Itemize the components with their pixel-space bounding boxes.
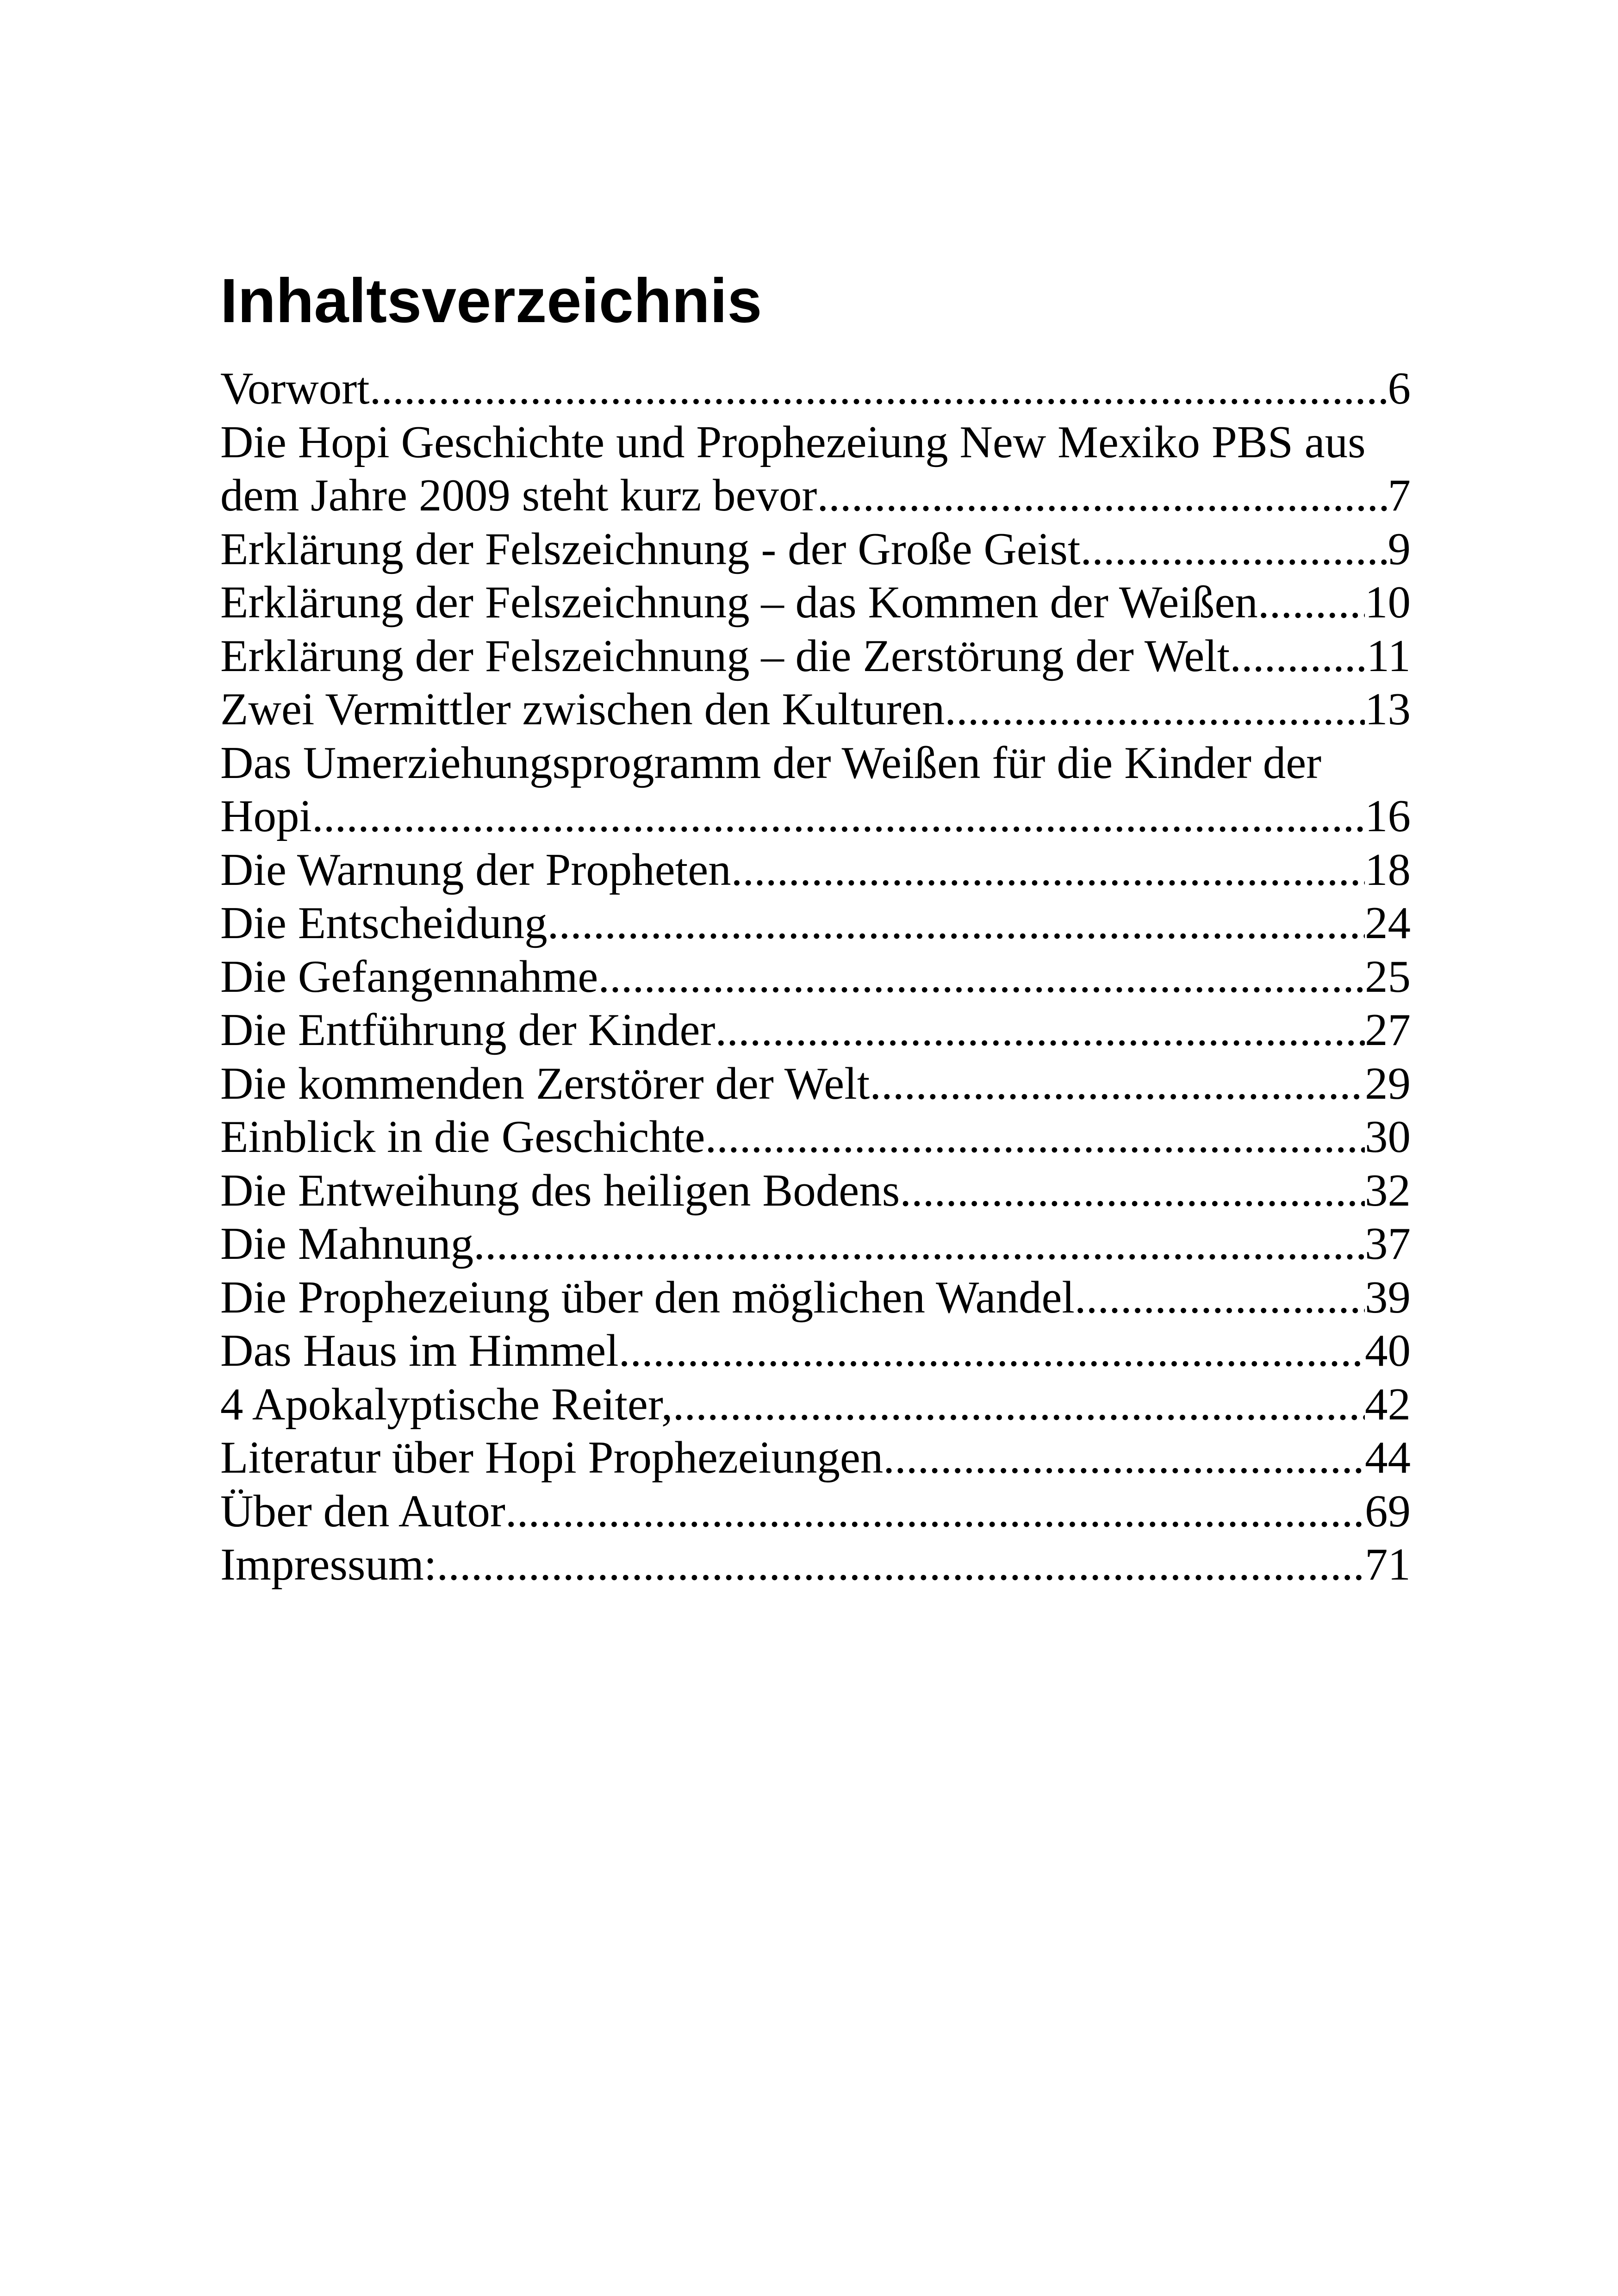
toc-page-number: 30 [1365, 1112, 1411, 1162]
toc-entry-title: Die Entscheidung [220, 898, 548, 948]
toc-page-number: 71 [1365, 1539, 1411, 1590]
toc-page-number: 24 [1365, 898, 1411, 948]
toc-entry-line [220, 790, 1411, 843]
toc-entry-line [220, 896, 1411, 950]
toc-entry[interactable] [220, 1164, 1411, 1218]
toc-entry-title: Das Umerziehungsprogramm der Weißen für die Kinder der [220, 737, 1322, 788]
toc-entry-title-continued: Hopi [220, 791, 312, 841]
toc-entry-title: Die Warnung der Propheten [220, 844, 731, 895]
toc-entry-title: Vorwort [220, 363, 370, 414]
toc-entry-title: Literatur über Hopi Prophezeiungen [220, 1432, 884, 1483]
toc-entry[interactable] [220, 950, 1411, 1004]
dot-leader [715, 1003, 1365, 1057]
toc-entry[interactable] [220, 896, 1411, 950]
toc-entry-line [220, 1110, 1411, 1164]
dot-leader [436, 1538, 1365, 1592]
dot-leader [312, 790, 1365, 843]
toc-entry[interactable] [220, 1271, 1411, 1325]
toc-entry-title: Die kommenden Zerstörer der Welt [220, 1058, 870, 1109]
toc-page-number: 32 [1365, 1165, 1411, 1216]
toc-heading: Inhaltsverzeichnis [220, 266, 762, 336]
toc-entry-title: Die Gefangennahme [220, 951, 598, 1002]
toc-entry[interactable] [220, 362, 1411, 416]
toc-entry[interactable] [220, 1485, 1411, 1538]
toc-page-number: 10 [1365, 577, 1411, 628]
dot-leader [673, 1378, 1365, 1431]
toc-page-number: 25 [1365, 951, 1411, 1002]
toc-entry-title: Zwei Vermittler zwischen den Kulturen [220, 684, 945, 734]
dot-leader [870, 1057, 1365, 1111]
toc-entry-title: Die Hopi Geschichte und Prophezeiung New Mexiko PBS aus [220, 417, 1366, 467]
toc-entry[interactable] [220, 1003, 1411, 1057]
toc-page-number: 29 [1365, 1058, 1411, 1109]
dot-leader [598, 950, 1365, 1004]
toc-entry-title: Die Prophezeiung über den möglichen Wandel [220, 1272, 1075, 1323]
toc-entry[interactable] [220, 1431, 1411, 1485]
toc-entry[interactable] [220, 736, 1411, 843]
toc-entry[interactable] [220, 843, 1411, 897]
toc-page-number: 44 [1365, 1432, 1411, 1483]
toc-entry-title: Über den Autor [220, 1486, 505, 1537]
toc-entry[interactable] [220, 523, 1411, 576]
toc-entry-title-continued: dem Jahre 2009 steht kurz bevor [220, 470, 817, 521]
toc-page-number: 37 [1365, 1219, 1411, 1269]
dot-leader [473, 1217, 1365, 1271]
toc-entry-line [220, 950, 1411, 1004]
toc-entry-title: Erklärung der Felszeichnung – die Zerstörung der Welt [220, 630, 1230, 681]
dot-leader [945, 683, 1365, 736]
toc-entry[interactable] [220, 1324, 1411, 1378]
dot-leader [619, 1324, 1365, 1378]
toc-page-number: 39 [1365, 1272, 1411, 1323]
toc-page-number: 27 [1365, 1005, 1411, 1055]
toc-entry-line [220, 1271, 1411, 1325]
toc-page-number: 6 [1388, 363, 1411, 414]
toc-entry-title: Einblick in die Geschichte [220, 1112, 705, 1162]
toc-entry-line [220, 1003, 1411, 1057]
toc-list [220, 362, 1411, 1592]
toc-entry[interactable] [220, 416, 1411, 523]
toc-entry[interactable] [220, 629, 1411, 683]
toc-entry-title: Erklärung der Felszeichnung – das Kommen der Weißen [220, 577, 1258, 628]
toc-entry[interactable] [220, 683, 1411, 736]
toc-entry-line [220, 362, 1411, 416]
toc-page-number: 18 [1365, 844, 1411, 895]
toc-page-number: 11 [1366, 630, 1411, 681]
toc-entry-line [220, 843, 1411, 897]
toc-entry-line [220, 523, 1411, 576]
dot-leader [705, 1110, 1365, 1164]
toc-entry-title: Die Entweihung des heiligen Bodens [220, 1165, 900, 1216]
toc-page-number: 40 [1365, 1325, 1411, 1376]
toc-entry-title: Das Haus im Himmel [220, 1325, 619, 1376]
dot-leader [1075, 1271, 1365, 1325]
toc-entry[interactable] [220, 1538, 1411, 1592]
dot-leader [731, 843, 1365, 897]
toc-entry-line [220, 629, 1411, 683]
dot-leader [900, 1164, 1365, 1218]
toc-entry-line [220, 469, 1411, 523]
toc-page-number: 69 [1365, 1486, 1411, 1537]
dot-leader [370, 362, 1388, 416]
toc-entry-line [220, 1217, 1411, 1271]
toc-entry-title: Erklärung der Felszeichnung - der Große Geist [220, 523, 1081, 574]
dot-leader [1230, 629, 1366, 683]
dot-leader [505, 1485, 1365, 1538]
toc-entry[interactable] [220, 1378, 1411, 1431]
toc-entry-title: 4 Apokalyptische Reiter, [220, 1379, 673, 1430]
toc-entry-line [220, 1057, 1411, 1111]
toc-page-number: 13 [1365, 684, 1411, 734]
toc-page-number: 16 [1365, 791, 1411, 841]
toc-entry-line [220, 1431, 1411, 1485]
toc-entry-title: Die Entführung der Kinder [220, 1005, 716, 1055]
toc-entry-title: Impressum: [220, 1539, 437, 1590]
dot-leader [1258, 576, 1365, 629]
toc-entry-line [220, 576, 1411, 629]
dot-leader [1080, 523, 1388, 576]
toc-page-number: 9 [1388, 523, 1411, 574]
toc-page-number: 7 [1388, 470, 1411, 521]
toc-entry[interactable] [220, 1057, 1411, 1111]
toc-entry-title: Die Mahnung [220, 1219, 474, 1269]
dot-leader [817, 469, 1388, 523]
toc-entry[interactable] [220, 1217, 1411, 1271]
toc-entry-line [220, 1164, 1411, 1218]
toc-entry-line [220, 683, 1411, 736]
toc-entry-line [220, 1485, 1411, 1538]
dot-leader [548, 896, 1365, 950]
dot-leader [883, 1431, 1365, 1485]
toc-entry[interactable] [220, 576, 1411, 629]
toc-entry-line [220, 1324, 1411, 1378]
toc-entry-line [220, 1538, 1411, 1592]
toc-entry[interactable] [220, 1110, 1411, 1164]
toc-page-number: 42 [1365, 1379, 1411, 1430]
toc-entry-line [220, 1378, 1411, 1431]
